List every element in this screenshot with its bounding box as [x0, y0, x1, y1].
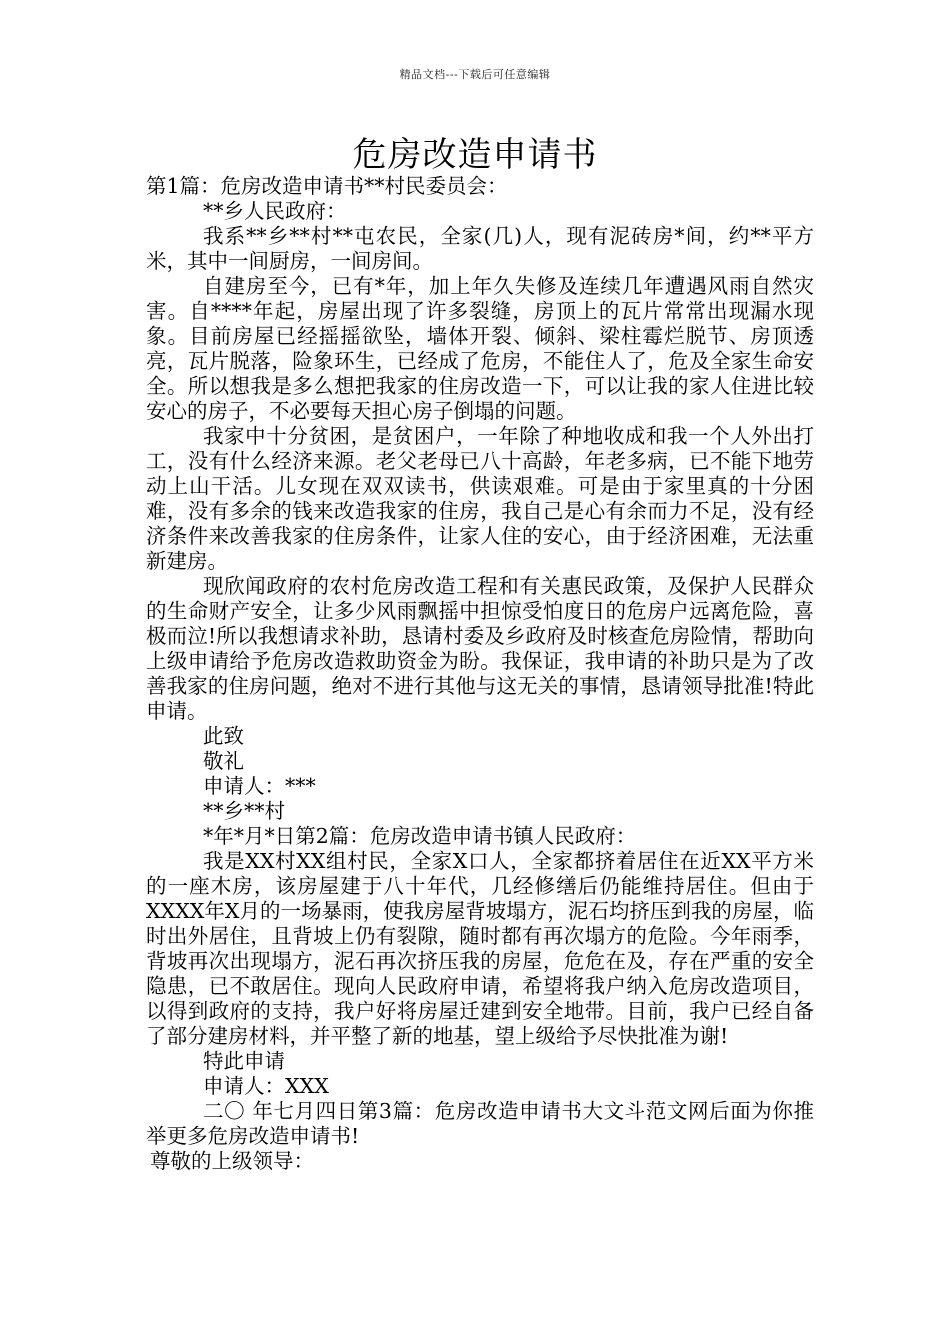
- paragraph: 第1篇：危房改造申请书**村民委员会：: [146, 174, 508, 198]
- page-header: 精品文档---下载后可任意编辑: [399, 68, 551, 81]
- paragraph: 尊敬的上级领导：: [150, 1149, 314, 1173]
- document-title: 危房改造申请书: [352, 135, 598, 175]
- paragraph: *年*月*日第2篇：危房改造申请书镇人民政府：: [203, 824, 637, 848]
- paragraph: 现欣闻政府的农村危房改造工程和有关惠民政策，及保护人民群众的生命财产安全，让多少风雨飘摇中担惊受怕度日的危房户远离危险，喜极而泣!所以我想请求补助，恳请村委及乡政府及时核查危房险情，帮助向上级申请给予危房改造救助资金为盼。我保证，我申请的补助只是为了改善我家的住房问题，绝对不进行其他与这无关的事情，恳请领导批准!特此申请。: [146, 574, 814, 723]
- paragraph: 自建房至今，已有*年，加上年久失修及连续几年遭遇风雨自然灾害。自****年起，房屋出现了许多裂缝，房顶上的瓦片常常出现漏水现象。目前房屋已经摇摇欲坠，墙体开裂、倾斜、梁柱霉烂脱节、房顶透亮，瓦片脱落，险象环生，已经成了危房，不能住人了，危及全家生命安全。所以想我是多么想把我家的住房改造一下，可以让我的家人住进比较安心的房子，不必要每天担心房子倒塌的问题。: [146, 274, 814, 423]
- document-body: [146, 174, 814, 1174]
- paragraph: 我系**乡**村**屯农民，全家(几)人，现有泥砖房*间，约**平方米，其中一间厨房，一间房间。: [146, 224, 814, 273]
- paragraph: **乡**村: [203, 799, 285, 823]
- paragraph: 我是XX村XX组村民，全家X口人，全家都挤着居住在近XX平方米的一座木房，该房屋建于八十年代，几经修缮后仍能维持居住。但由于XXXX年X月的一场暴雨，使我房屋背坡塌方，泥石均挤压到我的房屋，临时出外居住，且背坡上仍有裂隙，随时都有再次塌方的危险。今年雨季，背坡再次出现塌方，泥石再次挤压我的房屋，危危在及，存在严重的安全隐患，已不敢居住。现向人民政府申请，希望将我户纳入危房改造项目，以得到政府的支持，我户好将房屋迁建到安全地带。目前，我户已经自备了部分建房材料，并平整了新的地基，望上级给予尽快批准为谢!: [146, 849, 814, 1048]
- paragraph: 我家中十分贫困，是贫困户，一年除了种地收成和我一个人外出打工，没有什么经济来源。老父老母已八十高龄，年老多病，已不能下地劳动上山干活。儿女现在双双读书，供读艰难。可是由于家里真的十分困难，没有多余的钱来改造我家的住房，我自己是心有余而力不足，没有经济条件来改善我家的住房条件，让家人住的安心，由于经济困难，无法重新建房。: [146, 424, 814, 573]
- paragraph: 特此申请: [203, 1049, 285, 1073]
- paragraph: 申请人：XXX: [203, 1074, 329, 1098]
- paragraph: 二〇 年七月四日第3篇：危房改造申请书大文斗范文网后面为你推举更多危房改造申请书!: [146, 1099, 814, 1148]
- paragraph: 申请人：***: [203, 774, 316, 798]
- paragraph: **乡人民政府：: [203, 199, 347, 223]
- paragraph: 敬礼: [203, 749, 244, 773]
- paragraph: 此致: [203, 724, 244, 748]
